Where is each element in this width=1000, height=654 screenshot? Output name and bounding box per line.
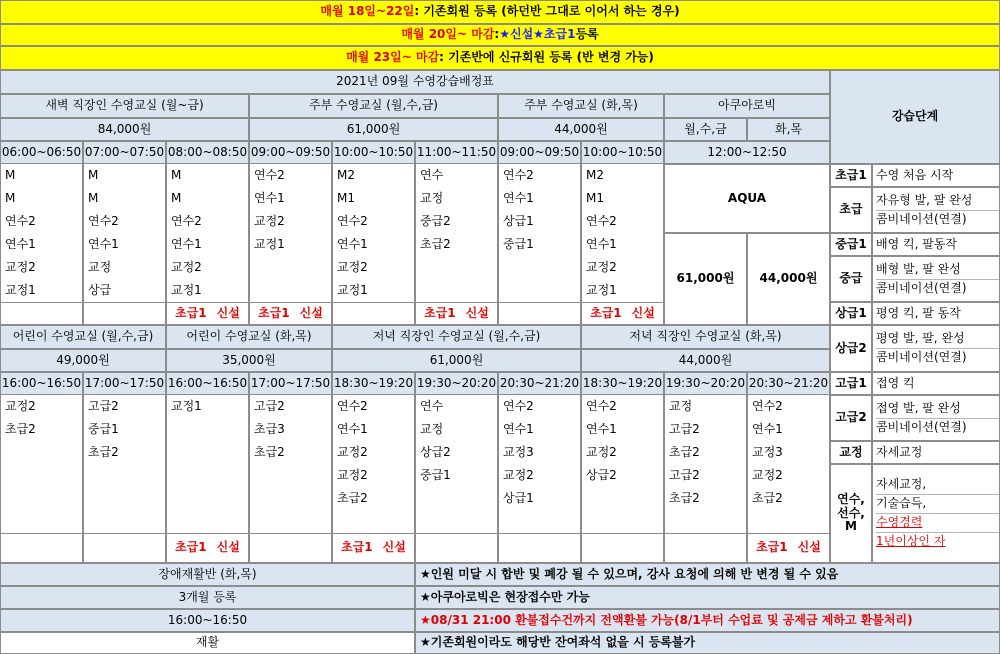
class-cell: 연수1 [332, 418, 415, 441]
time-slot-header: 08:00~08:50 [166, 141, 249, 164]
class-cell [166, 487, 249, 510]
level-description-line: 수영경력 [876, 514, 999, 533]
level-description [872, 372, 1000, 395]
class-cell: 상급2 [581, 464, 664, 487]
class-group-price: 84,000원 [0, 118, 249, 141]
footnote: ★인원 미달 시 합반 및 폐강 될 수 있으며, 강사 요청에 의해 반 변경 될 수 있음 [415, 563, 1000, 586]
time-slot-header: 18:30~19:20 [581, 372, 664, 395]
class-group-name: 어린이 수영교실 (화,목) [166, 325, 332, 349]
class-cell [0, 464, 83, 487]
class-cell: 중급1 [498, 233, 581, 256]
level-description-line: 콤비네이션(연결) [876, 350, 967, 364]
notice-3-date: 매월 23일~ 마감 [346, 50, 440, 65]
class-cell: 교정1 [332, 279, 415, 302]
class-cell: 교정2 [581, 441, 664, 464]
class-cell [166, 464, 249, 487]
level-description-line: 콤비네이션(연결) [876, 211, 967, 226]
time-slot-header: 19:30~20:20 [415, 372, 498, 395]
class-cell: M2 [581, 164, 664, 187]
class-cell: 상급1 [498, 487, 581, 510]
class-cell: 중급1 [83, 418, 166, 441]
class-cell: 연수2 [581, 395, 664, 418]
class-cell: 초급2 [664, 487, 747, 510]
class-group-price: 44,000원 [581, 349, 830, 372]
class-cell [83, 464, 166, 487]
new-class-level: 초급1 [590, 305, 622, 320]
level-description [872, 187, 1000, 233]
time-slot-header: 16:00~16:50 [166, 372, 249, 395]
class-cell: 연수1 [83, 233, 166, 256]
class-cell: 초급3 [249, 418, 332, 441]
new-class-level: 초급1 [341, 540, 373, 555]
class-cell: 연수1 [249, 187, 332, 210]
new-class-row [0, 302, 83, 325]
aqua-time: 12:00~12:50 [664, 141, 830, 164]
class-cell: 상급1 [498, 210, 581, 233]
notice-2-sep: : [494, 27, 500, 42]
level-label: 상급2 [830, 325, 872, 372]
class-cell: 연수2 [249, 164, 332, 187]
class-group-name: 주부 수영교실 (화,목) [498, 94, 664, 118]
new-class-row [581, 533, 664, 563]
class-cell: 교정2 [498, 464, 581, 487]
class-cell: 연수2 [0, 210, 83, 233]
class-cell [415, 256, 498, 279]
class-cell: 초급2 [0, 418, 83, 441]
time-slot-header: 09:00~09:50 [249, 141, 332, 164]
new-class-row [498, 302, 581, 325]
new-class-tag: 신설 [797, 540, 821, 555]
class-cell: M [0, 187, 83, 210]
class-group-name: 주부 수영교실 (월,수,금) [249, 94, 498, 118]
class-cell [415, 279, 498, 302]
class-cell: 초급2 [664, 441, 747, 464]
class-group-price: 44,000원 [498, 118, 664, 141]
level-description [872, 164, 1000, 187]
level-description-line: 접영 발, 팔 완성 [876, 400, 999, 419]
time-slot-header: 10:00~10:50 [332, 141, 415, 164]
class-cell: 연수1 [581, 233, 664, 256]
level-description [872, 464, 1000, 563]
new-class-row [166, 302, 249, 325]
class-cell: 연수2 [498, 395, 581, 418]
class-cell [0, 441, 83, 464]
class-cell: 교정 [664, 395, 747, 418]
class-cell: 연수2 [332, 395, 415, 418]
class-cell: 교정2 [332, 441, 415, 464]
class-cell [498, 256, 581, 279]
level-description-line: 배형 발, 팔 완성 [876, 261, 999, 280]
class-cell [249, 487, 332, 510]
time-slot-header: 11:00~11:50 [415, 141, 498, 164]
new-class-level: 초급1 [175, 305, 207, 320]
class-cell: M [0, 164, 83, 187]
new-class-tag: 신설 [465, 305, 489, 320]
new-class-row [498, 533, 581, 563]
new-class-row [166, 533, 249, 563]
class-cell [249, 510, 332, 533]
class-cell: 교정 [415, 187, 498, 210]
class-cell: 연수2 [166, 210, 249, 233]
class-cell [498, 279, 581, 302]
level-label: 중급 [830, 256, 872, 302]
level-description-line: 평영 발, 팔, 완성 [876, 330, 999, 349]
time-slot-header: 06:00~06:50 [0, 141, 83, 164]
new-class-level: 초급1 [175, 540, 207, 555]
new-class-row [83, 302, 166, 325]
class-cell: M [83, 187, 166, 210]
class-cell: 교정1 [166, 395, 249, 418]
new-class-tag: 신설 [216, 540, 240, 555]
class-group-name: 새벽 직장인 수영교실 (월~금) [0, 94, 249, 118]
class-cell [498, 510, 581, 533]
time-slot-header: 16:00~16:50 [0, 372, 83, 395]
new-class-tag: 신설 [216, 305, 240, 320]
class-cell: M1 [332, 187, 415, 210]
class-cell: 교정2 [166, 256, 249, 279]
class-cell [83, 510, 166, 533]
new-class-row [83, 533, 166, 563]
class-cell: 중급1 [415, 464, 498, 487]
class-cell: 연수1 [0, 233, 83, 256]
class-cell [83, 487, 166, 510]
time-slot-header: 17:00~17:50 [83, 372, 166, 395]
level-description-line: 자세교정 [876, 444, 923, 459]
level-description-line: 자유형 발, 팔 완성 [876, 192, 999, 211]
class-cell: 상급 [83, 279, 166, 302]
class-cell: 연수2 [498, 164, 581, 187]
class-cell: M [83, 164, 166, 187]
aqua-days-mwf: 월,수,금 [664, 118, 747, 141]
level-label: 고급1 [830, 372, 872, 395]
aqua-group-name: 아쿠아로빅 [664, 94, 830, 118]
time-slot-header: 20:30~21:20 [747, 372, 830, 395]
new-class-row [415, 533, 498, 563]
class-cell [581, 510, 664, 533]
class-cell: 교정2 [0, 256, 83, 279]
class-cell: 연수2 [332, 210, 415, 233]
class-cell [747, 510, 830, 533]
level-description-line: 콤비네이션(연결) [876, 419, 967, 434]
notice-row-3 [0, 46, 1000, 70]
new-class-row [249, 533, 332, 563]
time-slot-header: 20:30~21:20 [498, 372, 581, 395]
level-label: 초급 [830, 187, 872, 233]
class-cell [581, 487, 664, 510]
level-description [872, 233, 1000, 256]
notice-3-text: : 기존반에 신규회원 등록 (반 변경 가능) [439, 50, 654, 65]
notice-row-1 [0, 0, 1000, 24]
class-cell: 교정 [83, 256, 166, 279]
class-cell: 고급2 [83, 395, 166, 418]
class-group-name: 저녁 직장인 수영교실 (화,목) [581, 325, 830, 349]
class-cell: 교정2 [332, 464, 415, 487]
class-cell: M1 [581, 187, 664, 210]
aqua-price-tt: 44,000원 [747, 233, 830, 325]
class-cell: 연수2 [747, 395, 830, 418]
class-cell: 초급2 [415, 233, 498, 256]
class-cell: 연수1 [581, 418, 664, 441]
level-label: 초급1 [830, 164, 872, 187]
aqua-price-mwf: 61,000원 [664, 233, 747, 325]
class-cell: 교정1 [166, 279, 249, 302]
class-cell: 연수1 [498, 187, 581, 210]
class-cell [166, 418, 249, 441]
class-group-name: 저녁 직장인 수영교실 (월,수,금) [332, 325, 581, 349]
level-label: 상급1 [830, 302, 872, 325]
class-cell: 교정1 [0, 279, 83, 302]
class-group-price: 61,000원 [332, 349, 581, 372]
class-cell: 고급2 [664, 418, 747, 441]
new-class-level: 초급1 [756, 540, 788, 555]
class-cell: M [166, 164, 249, 187]
level-description-line: 접영 킥 [876, 375, 915, 390]
class-cell: 연수2 [581, 210, 664, 233]
aqua-days-tt: 화,목 [747, 118, 830, 141]
rehab-title: 장애재활반 (화,목) [0, 563, 415, 586]
level-label: 교정 [830, 441, 872, 464]
class-cell: 연수1 [498, 418, 581, 441]
class-cell: 교정2 [249, 210, 332, 233]
level-description-line: 평영 킥, 팔 동작 [876, 305, 961, 320]
class-cell: 교정1 [581, 279, 664, 302]
class-group-name: 어린이 수영교실 (월,수,금) [0, 325, 166, 349]
new-class-row [332, 533, 415, 563]
time-slot-header: 17:00~17:50 [249, 372, 332, 395]
class-cell: 초급2 [83, 441, 166, 464]
class-cell: 교정2 [581, 256, 664, 279]
class-cell [0, 510, 83, 533]
class-cell: 연수2 [83, 210, 166, 233]
level-description-line: 콤비네이션(연결) [876, 280, 967, 295]
level-label: 연수, 선수, M [830, 464, 872, 563]
class-cell: M [166, 187, 249, 210]
class-cell: 교정 [415, 418, 498, 441]
class-cell: 교정2 [0, 395, 83, 418]
new-class-tag: 신설 [631, 305, 655, 320]
class-cell: 연수1 [332, 233, 415, 256]
aqua-label: AQUA [664, 164, 830, 233]
class-cell: M2 [332, 164, 415, 187]
class-cell: 교정3 [498, 441, 581, 464]
notice-row-2 [0, 24, 1000, 46]
rehab-time: 16:00~16:50 [0, 609, 415, 632]
class-cell: 초급2 [249, 441, 332, 464]
class-cell: 상급2 [415, 441, 498, 464]
new-class-row [332, 302, 415, 325]
time-slot-header: 09:00~09:50 [498, 141, 581, 164]
class-cell: 초급2 [747, 487, 830, 510]
level-label: 중급1 [830, 233, 872, 256]
level-description [872, 395, 1000, 441]
class-cell [332, 510, 415, 533]
class-cell: 초급2 [332, 487, 415, 510]
class-cell [664, 510, 747, 533]
class-cell: 연수 [415, 395, 498, 418]
class-cell: 교정2 [332, 256, 415, 279]
footnote: ★08/31 21:00 환불접수건까지 전액환불 가능(8/1부터 수업료 및 공제금 제하고 환불처리) [415, 609, 1000, 632]
class-cell [415, 510, 498, 533]
class-group-price: 61,000원 [249, 118, 498, 141]
notice-2-highlight: ★신설★초급1 [499, 27, 576, 42]
class-cell [249, 464, 332, 487]
class-cell [166, 441, 249, 464]
class-cell: 고급2 [249, 395, 332, 418]
class-cell [415, 487, 498, 510]
class-cell: 교정2 [747, 464, 830, 487]
level-description [872, 302, 1000, 325]
notice-2-date: 매월 20일~ 마감 [401, 27, 495, 42]
time-slot-header: 18:30~19:20 [332, 372, 415, 395]
new-class-row [581, 302, 664, 325]
class-cell: 연수 [415, 164, 498, 187]
class-group-price: 35,000원 [166, 349, 332, 372]
new-class-row [0, 533, 83, 563]
class-cell: 교정3 [747, 441, 830, 464]
class-cell [249, 256, 332, 279]
class-cell [166, 510, 249, 533]
new-class-tag: 신설 [299, 305, 323, 320]
level-description-line: 1년이상인 자 [876, 533, 946, 548]
footnote: ★아쿠아로빅은 현장접수만 가능 [415, 586, 1000, 609]
class-cell [0, 487, 83, 510]
level-description-line: 자세교정, [876, 476, 999, 495]
level-description-line: 수영 처음 시작 [876, 167, 954, 182]
new-class-row [747, 533, 830, 563]
new-class-row [664, 533, 747, 563]
level-description [872, 256, 1000, 302]
new-class-level: 초급1 [424, 305, 456, 320]
time-slot-header: 07:00~07:50 [83, 141, 166, 164]
rehab-reg: 3개월 등록 [0, 586, 415, 609]
class-cell [249, 279, 332, 302]
levels-header: 강습단계 [830, 70, 1000, 164]
level-description [872, 325, 1000, 372]
time-slot-header: 19:30~20:20 [664, 372, 747, 395]
class-cell: 연수1 [747, 418, 830, 441]
new-class-row [415, 302, 498, 325]
notice-1-date: 매월 18일~22일 [320, 4, 415, 19]
class-cell: 교정1 [249, 233, 332, 256]
new-class-level: 초급1 [258, 305, 290, 320]
level-description-line: 배영 킥, 팔동작 [876, 236, 957, 251]
level-description [872, 441, 1000, 464]
class-cell: 중급2 [415, 210, 498, 233]
level-description-line: 기술습득, [876, 495, 999, 514]
notice-2-text: 등록 [575, 27, 599, 42]
level-label: 고급2 [830, 395, 872, 441]
new-class-row [249, 302, 332, 325]
class-cell: 고급2 [664, 464, 747, 487]
rehab-name: 재활 [0, 632, 415, 654]
footnote: ★기존회원이라도 해당반 잔여좌석 없을 시 등록불가 [415, 632, 1000, 654]
notice-1-text: : 기존회원 등록 (하던반 그대로 이어서 하는 경우) [414, 4, 680, 19]
time-slot-header: 10:00~10:50 [581, 141, 664, 164]
page-title: 2021년 09월 수영강습배정표 [0, 70, 830, 94]
class-cell: 연수1 [166, 233, 249, 256]
new-class-tag: 신설 [382, 540, 406, 555]
class-group-price: 49,000원 [0, 349, 166, 372]
